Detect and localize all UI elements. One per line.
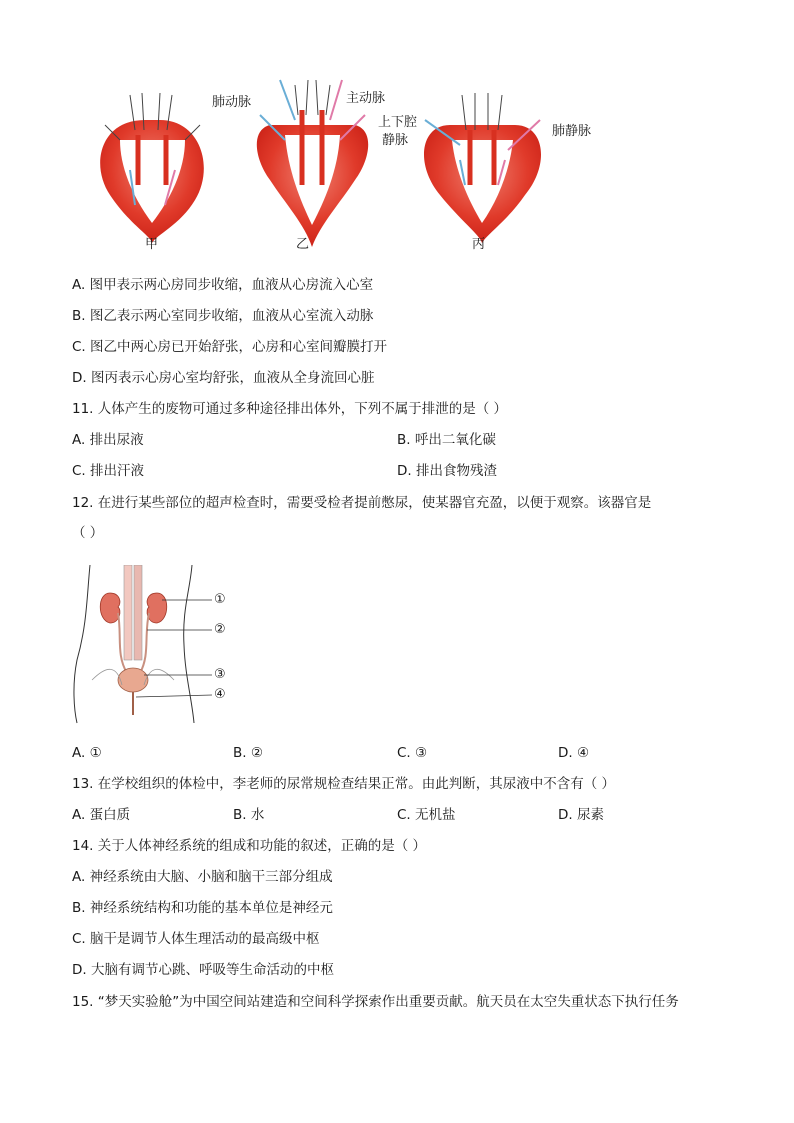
urinary-label-3: ③ — [214, 667, 226, 682]
q10-option-a: A. 图甲表示两心房同步收缩，血液从心房流入心室 — [72, 277, 374, 293]
q10-option-d: D. 图丙表示心房心室均舒张，血液从全身流回心脏 — [72, 370, 375, 386]
q14-option-d: D. 大脑有调节心跳、呼吸等生命活动的中枢 — [72, 962, 334, 978]
q11-option-a: A. 排出尿液 — [72, 432, 144, 448]
label-yi: 乙 — [296, 237, 310, 252]
q12-stem-line1: 12. 在进行某些部位的超声检查时，需要受检者提前憋尿，使某器官充盈，以便于观察。该器官是 — [72, 495, 652, 511]
q11-stem: 11. 人体产生的废物可通过多种途径排出体外，下列不属于排泄的是（ ） — [72, 401, 508, 417]
q13-option-c: C. 无机盐 — [397, 807, 456, 823]
heart-bing — [424, 93, 541, 243]
heart-jia — [100, 93, 204, 243]
q13-option-a: A. 蛋白质 — [72, 807, 131, 823]
label-pulmonary-artery: 肺动脉 — [212, 95, 252, 110]
label-jia: 甲 — [145, 237, 159, 252]
q14-option-b: B. 神经系统结构和功能的基本单位是神经元 — [72, 900, 333, 916]
urinary-label-4: ④ — [214, 687, 226, 702]
label-bing: 丙 — [472, 237, 486, 252]
q11-option-c: C. 排出汗液 — [72, 463, 145, 479]
q12-option-d: D. ④ — [558, 745, 590, 761]
q10-option-c: C. 图乙中两心房已开始舒张，心房和心室间瓣膜打开 — [72, 339, 388, 355]
q13-option-b: B. 水 — [233, 807, 265, 823]
urinary-label-1: ① — [214, 592, 226, 607]
label-vena-cava-2: 静脉 — [382, 133, 409, 148]
q14-option-a: A. 神经系统由大脑、小脑和脑干三部分组成 — [72, 869, 333, 885]
q10-option-b: B. 图乙表示两心室同步收缩，血液从心室流入动脉 — [72, 308, 374, 324]
q11-option-b: B. 呼出二氧化碳 — [397, 432, 496, 448]
q14-option-c: C. 脑干是调节人体生理活动的最高级中枢 — [72, 931, 320, 947]
q13-option-d: D. 尿素 — [558, 807, 604, 823]
q13-stem: 13. 在学校组织的体检中，李老师的尿常规检查结果正常。由此判断，其尿液中不含有（ ） — [72, 776, 616, 792]
q12-option-c: C. ③ — [397, 745, 428, 761]
q14-stem: 14. 关于人体神经系统的组成和功能的叙述，正确的是（ ） — [72, 838, 427, 854]
heart-figure — [90, 75, 620, 255]
label-aorta: 主动脉 — [346, 91, 386, 106]
q11-option-d: D. 排出食物残渣 — [397, 463, 497, 479]
label-vena-cava-1: 上下腔 — [378, 115, 418, 130]
urinary-label-2: ② — [214, 622, 226, 637]
label-pulmonary-vein: 肺静脉 — [552, 124, 592, 139]
q12-stem-line2: （ ） — [72, 525, 104, 541]
q15-stem: 15. “梦天实验舱”为中国空间站建造和空间科学探索作出重要贡献。航天员在太空失重状态下执行任务 — [72, 994, 679, 1010]
urinary-figure — [72, 565, 242, 725]
q12-option-a: A. ① — [72, 745, 102, 761]
q12-option-b: B. ② — [233, 745, 263, 761]
